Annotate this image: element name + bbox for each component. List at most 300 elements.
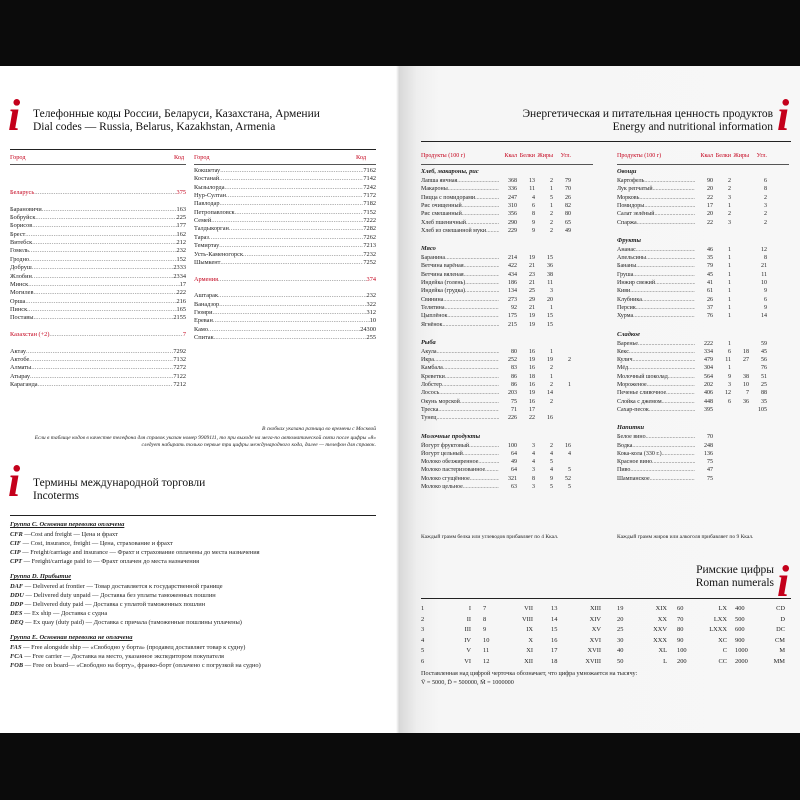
nutrition-value: 2 xyxy=(568,357,571,364)
nutrition-value xyxy=(731,364,749,373)
nutrition-row xyxy=(421,398,571,407)
roman-number: I xyxy=(468,605,471,612)
dial-row xyxy=(10,348,186,356)
product-name: Кулич ..... xyxy=(617,356,695,365)
nutrition-value: 1 xyxy=(728,280,731,286)
nutrition-value: 5 xyxy=(568,484,571,490)
product-name: Груша ..... xyxy=(617,271,695,280)
col-city-label: Город xyxy=(194,154,210,161)
dial-code: 374 xyxy=(366,275,376,283)
product-name: Камбала ..... xyxy=(421,364,499,373)
incoterm-code: CFR xyxy=(10,531,23,538)
product-name: Клубника ..... xyxy=(617,296,695,305)
product-name: Морковь ..... xyxy=(617,194,695,203)
nutrition-value: 175 xyxy=(508,313,517,320)
roman-number: XV xyxy=(591,626,601,633)
header-cell: Продукты (100 г) xyxy=(421,153,466,159)
product-name: Картофель ..... xyxy=(617,177,695,186)
roman-row xyxy=(735,657,785,668)
nutrition-value: 18 xyxy=(743,348,749,355)
city-name: Шымкент xyxy=(194,258,221,266)
dial-code: 2155 xyxy=(173,314,186,322)
dot-leader xyxy=(226,192,363,200)
nutrition-value: 63 xyxy=(511,484,517,490)
product-name: Мёд ..... xyxy=(617,364,695,373)
nutrition-value: 11 xyxy=(761,271,767,278)
nutrition-value: 80 xyxy=(511,348,517,355)
dial-row xyxy=(194,209,376,217)
nutrition-value: 4 xyxy=(532,194,535,201)
product-name: Шампанское ..... xyxy=(617,475,695,484)
nutrition-row xyxy=(617,210,767,219)
nutrition-value: 310 xyxy=(508,202,517,209)
nutrition-value: 2 xyxy=(550,398,553,405)
product-name: Ягнёнок ..... xyxy=(421,321,499,330)
nutrition-row xyxy=(421,475,571,484)
nutrition-value: 14 xyxy=(761,313,767,320)
nutrition-value: 16 xyxy=(529,398,535,405)
nutrition-value: 13 xyxy=(529,178,535,184)
nutrition-row xyxy=(421,210,571,219)
nutrition-row xyxy=(617,381,767,390)
roman-number: II xyxy=(466,615,471,623)
product-name: Тунец ..... xyxy=(421,414,499,423)
nutrition-value: 19 xyxy=(547,357,553,364)
roman-row xyxy=(421,657,471,668)
nutrition-row xyxy=(617,442,767,451)
dot-leader xyxy=(33,314,173,322)
dial-row xyxy=(194,334,376,342)
dial-row xyxy=(194,292,376,300)
dial-rule xyxy=(10,149,376,150)
dial-code: 162 xyxy=(176,230,186,238)
nutrition-value: 3 xyxy=(532,467,535,474)
arabic-number: 30 xyxy=(617,636,624,644)
arabic-number: 500 xyxy=(735,615,745,623)
arabic-number: 13 xyxy=(551,605,558,612)
product-name: Кока-кола (330 г.) ..... xyxy=(617,450,695,459)
roman-number: IX xyxy=(526,626,533,633)
dial-code: 7132 xyxy=(173,356,186,363)
nutrition-header-rule xyxy=(421,164,593,165)
nutrition-row xyxy=(421,458,571,467)
nutrition-value: 2 xyxy=(764,219,767,226)
nutrition-value xyxy=(553,304,571,313)
dial-code: 222 xyxy=(176,289,186,297)
product-name: Макароны ..... xyxy=(421,185,499,194)
nutrition-value: 38 xyxy=(743,373,749,380)
nutrition-value: 1 xyxy=(728,296,731,303)
roman-row xyxy=(421,625,471,636)
incoterm-code: CIF xyxy=(10,540,22,547)
nutrition-value: 334 xyxy=(704,348,713,355)
nutrition-value: 2 xyxy=(550,227,553,234)
nutrition-value: 3 xyxy=(532,442,535,449)
nutrition-value: 304 xyxy=(704,365,713,372)
dial-code: 7182 xyxy=(363,200,376,208)
nutrition-column-header xyxy=(421,152,571,161)
nutrition-value: 79 xyxy=(565,178,571,184)
nutrition-value: 35 xyxy=(707,255,713,262)
nutrition-value xyxy=(731,304,749,313)
dial-code: 7282 xyxy=(363,225,376,233)
city-name: Беларусь xyxy=(10,189,35,196)
nutrition-value: 290 xyxy=(508,219,517,226)
nutrition-row xyxy=(617,389,767,398)
city-name: Кызылорда xyxy=(194,183,225,191)
roman-row xyxy=(483,615,533,626)
nutrition-value: 9 xyxy=(532,227,535,234)
inco-title-en: Incoterms xyxy=(33,490,79,502)
nutrition-value: 26 xyxy=(707,296,713,303)
roman-row xyxy=(551,657,601,668)
nutrition-value xyxy=(713,475,731,484)
nutrition-row xyxy=(617,466,767,475)
arabic-number: 40 xyxy=(617,647,624,654)
nutrition-value: 336 xyxy=(508,186,517,193)
nutrition-value: 11 xyxy=(529,186,535,193)
incoterm-code: CPT xyxy=(10,558,23,565)
nutrition-value: 203 xyxy=(508,390,517,397)
header-cell: Угл. xyxy=(560,153,571,159)
dial-row xyxy=(194,175,376,183)
nutrition-value: 88 xyxy=(761,390,767,397)
nutrition-value: 70 xyxy=(707,434,713,441)
product-name: Баранина ..... xyxy=(421,254,499,263)
nutrition-value: 37 xyxy=(707,304,713,311)
nutrition-row xyxy=(617,177,767,186)
dial-code: 2333 xyxy=(173,264,186,272)
nutrition-note-2: Каждый грамм жиров или алкоголя прибавляет по 9 Ккал. xyxy=(617,534,754,540)
nutrition-value: 9 xyxy=(764,288,767,295)
dial-code: 7252 xyxy=(363,258,376,266)
nutrition-value: 19 xyxy=(529,313,535,320)
roman-number: C xyxy=(722,647,727,654)
roman-number: XL xyxy=(658,647,667,654)
roman-number: DC xyxy=(776,626,785,633)
incoterm-item xyxy=(10,644,245,651)
nutrition-row xyxy=(421,202,571,211)
roman-number: VIII xyxy=(522,615,533,623)
dial-code: 7 xyxy=(182,330,186,338)
product-name: Лосось ..... xyxy=(421,389,499,398)
incoterm-description: — Freight/carriage and insurance — Фрахт и страхование оплачены до места назначения xyxy=(20,549,260,556)
nutrition-value: 214 xyxy=(508,255,517,262)
nutrition-value xyxy=(553,262,571,271)
nutrition-value: 4 xyxy=(550,467,553,474)
product-name: Апельсины ..... xyxy=(617,254,695,263)
nutrition-value: 9 xyxy=(728,373,731,380)
nutrition-value: 215 xyxy=(508,321,517,328)
city-name: Минск xyxy=(10,280,29,288)
dial-row xyxy=(10,381,186,389)
arabic-number: 25 xyxy=(617,626,624,633)
city-name: Камо xyxy=(194,325,209,333)
roman-number: X xyxy=(528,636,533,644)
nutrition-value: 100 xyxy=(508,442,517,449)
nutrition-value xyxy=(553,296,571,305)
nutrition-value xyxy=(731,406,749,415)
nutrition-row xyxy=(617,340,767,349)
nutrition-value: 52 xyxy=(565,475,571,482)
product-name: Персик ..... xyxy=(617,304,695,313)
product-name: Ветчина варёная ..... xyxy=(421,262,499,271)
incoterm-item xyxy=(10,592,216,599)
dial-code: 7292 xyxy=(173,347,186,355)
roman-number: XIII xyxy=(590,605,601,612)
city-name: Ереван xyxy=(194,317,213,325)
dial-row xyxy=(10,298,186,306)
dial-row xyxy=(194,326,376,334)
nutrition-value: 79 xyxy=(707,263,713,270)
nutrition-value xyxy=(731,202,749,211)
nutrition-rule xyxy=(421,141,791,142)
dial-code: 7172 xyxy=(363,192,376,200)
dot-leader xyxy=(35,214,176,222)
roman-number: L xyxy=(663,657,667,665)
city-name: Тараз xyxy=(194,233,209,241)
nutrition-value xyxy=(535,406,553,415)
product-name: Креветки ..... xyxy=(421,373,499,382)
nutrition-row xyxy=(421,254,571,263)
arabic-number: 14 xyxy=(551,615,558,623)
nutrition-value: 45 xyxy=(707,271,713,278)
incoterm-description: — Free alongside ship — «Свободно у борта» (продавец доставляет товар к судну) xyxy=(21,644,246,651)
roman-row xyxy=(617,615,667,626)
nutrition-column-header xyxy=(617,152,767,161)
roman-title-en: Roman numerals xyxy=(695,577,774,589)
dot-leader xyxy=(31,364,173,372)
header-cell: Ккал xyxy=(700,153,713,159)
city-name: Добруш xyxy=(10,264,32,272)
dot-leader xyxy=(219,175,363,183)
dial-note-1: В скобках указана разница во времени с Москвой xyxy=(261,426,376,432)
col-city-label: Город xyxy=(10,154,26,161)
nutrition-value xyxy=(553,271,571,280)
arabic-number: 600 xyxy=(735,626,745,633)
nutrition-value: 226 xyxy=(508,415,517,422)
nutrition-value: 1 xyxy=(550,202,553,209)
nutrition-value xyxy=(731,296,749,305)
arabic-number: 200 xyxy=(677,657,687,665)
incoterm-code: DEQ xyxy=(10,619,24,626)
nutrition-row xyxy=(421,414,571,423)
city-name: Поставы xyxy=(10,314,34,322)
incoterm-description: — Ex quay (duty paid) — Доставка с причала (таможенные пошлины уплачены) xyxy=(23,619,242,626)
nutrition-value xyxy=(731,185,749,194)
dot-leader xyxy=(220,167,363,175)
nutrition-value: 1 xyxy=(568,382,571,388)
nutrition-note-1: Каждый грамм белка или углеводов прибавляет по 4 Ккал. xyxy=(421,534,559,540)
incoterms-group-title: Группа Е. Основная перевозка не оплачена xyxy=(10,634,133,641)
incoterms-group-title: Группа С. Основная перевозка оплачена xyxy=(10,521,125,528)
nutrition-value: 25 xyxy=(761,382,767,388)
nutrition-value xyxy=(749,458,767,467)
roman-number: IV xyxy=(464,636,471,644)
roman-row xyxy=(677,646,727,657)
nutrition-value: 2 xyxy=(728,186,731,193)
product-name: Бананы ..... xyxy=(617,262,695,271)
right-page xyxy=(399,66,800,733)
dial-rule xyxy=(10,164,186,165)
nutrition-value: 36 xyxy=(743,398,749,405)
dot-leader xyxy=(225,184,364,192)
city-name: Нур-Султан xyxy=(194,192,226,200)
arabic-number: 70 xyxy=(677,615,684,623)
nutrition-value: 448 xyxy=(704,398,713,405)
nutrition-value xyxy=(713,450,731,459)
dial-row xyxy=(194,276,376,284)
arabic-number: 19 xyxy=(617,605,624,612)
col-code-label: Код xyxy=(356,154,367,161)
nutrition-value: 6 xyxy=(532,202,535,209)
dial-row xyxy=(194,242,376,250)
dial-row xyxy=(10,239,186,247)
nutrition-value xyxy=(731,210,749,219)
city-name: Витебск xyxy=(10,239,33,247)
nutrition-value: 2 xyxy=(764,194,767,201)
dot-leader xyxy=(25,298,176,306)
product-name: Индейка (грудка) ..... xyxy=(421,287,499,296)
roman-row xyxy=(677,615,727,626)
nutrition-value: 136 xyxy=(704,450,713,457)
arabic-number: 90 xyxy=(677,636,684,644)
nutrition-value: 4 xyxy=(550,450,553,457)
arabic-number: 6 xyxy=(421,657,425,665)
nutrition-value xyxy=(553,312,571,321)
dial-code: 7242 xyxy=(363,183,376,191)
nutrition-value: 21 xyxy=(529,304,535,311)
nutrition-value: 16 xyxy=(547,415,553,422)
header-cell: Жиры xyxy=(733,153,749,159)
nutrition-value: 23 xyxy=(529,271,535,278)
bottom-black-band xyxy=(0,733,800,800)
roman-row xyxy=(617,646,667,657)
nutrition-value: 49 xyxy=(511,459,517,466)
product-name: Икра ..... xyxy=(421,356,499,365)
nutrition-row xyxy=(421,271,571,280)
arabic-number: 11 xyxy=(483,647,490,654)
dot-leader xyxy=(38,381,174,389)
product-name: Молоко обезжиренное ..... xyxy=(421,458,499,467)
nutrition-value: 2 xyxy=(550,365,553,372)
roman-number: LXXX xyxy=(709,626,727,633)
nutrition-value: 38 xyxy=(547,271,553,278)
nutrition-row xyxy=(617,312,767,321)
city-name: Пинск xyxy=(10,305,28,313)
nutrition-value: 76 xyxy=(707,313,713,320)
roman-row xyxy=(551,625,601,636)
incoterm-item xyxy=(10,558,199,565)
dial-row xyxy=(10,373,186,381)
nutrition-value: 15 xyxy=(547,255,553,262)
product-name: Йогурт фруктовый ..... xyxy=(421,442,499,451)
product-name: Лобстер ..... xyxy=(421,381,499,390)
dial-row xyxy=(10,231,186,239)
nutrition-value: 25 xyxy=(529,288,535,295)
nutrition-row xyxy=(421,321,571,330)
dial-row xyxy=(10,214,186,222)
nutrition-value: 65 xyxy=(565,219,571,226)
product-name: Кекс ..... xyxy=(617,348,695,357)
dial-code: 177 xyxy=(176,222,186,230)
nutrition-value: 83 xyxy=(511,365,517,372)
dial-code: 152 xyxy=(176,255,186,263)
product-name: Варенье ..... xyxy=(617,340,695,349)
nutrition-value: 9 xyxy=(764,304,767,311)
nutrition-value: 17 xyxy=(707,202,713,209)
info-i-icon: i xyxy=(8,91,21,140)
roman-number: XIX xyxy=(655,605,667,612)
nutrition-value: 7 xyxy=(746,390,749,397)
nutrition-value xyxy=(731,458,749,467)
product-name: Красное вино ..... xyxy=(617,458,695,467)
nutrition-value: 3 xyxy=(728,382,731,388)
nutrition-value: 36 xyxy=(547,263,553,270)
incoterm-code: DDP xyxy=(10,601,24,608)
roman-number: XC xyxy=(718,636,727,644)
roman-row xyxy=(421,604,471,615)
dial-row xyxy=(194,259,376,267)
nutrition-value: 1 xyxy=(550,373,553,380)
roman-number: XXV xyxy=(653,626,667,633)
dial-row xyxy=(10,256,186,264)
dial-code: 7232 xyxy=(363,250,376,258)
dial-code: 17 xyxy=(179,280,186,288)
nutrition-row xyxy=(421,348,571,357)
nutrition-value xyxy=(731,271,749,280)
dot-leader xyxy=(33,289,176,297)
roman-row xyxy=(617,625,667,636)
roman-number: D xyxy=(780,615,785,623)
arabic-number: 5 xyxy=(421,647,425,654)
dial-code: 163 xyxy=(176,205,186,213)
dot-leader xyxy=(243,251,363,259)
dial-code: 24300 xyxy=(360,325,376,333)
incoterm-description: — Delivered duty paid — Доставка с уплатой таможенных пошлин xyxy=(23,601,206,608)
nutrition-category-title: Хлеб, макароны, рис xyxy=(421,168,479,175)
roman-note-1: Поставленная над цифрой черточка обозначает, что цифра умножается на тысячу: xyxy=(421,670,638,677)
dial-row xyxy=(10,206,186,214)
product-name: Белое вино ..... xyxy=(617,433,695,442)
nutrition-value: 434 xyxy=(508,271,517,278)
city-name: Гродно xyxy=(10,255,30,263)
dial-title-ru: Телефонные коды России, Беларуси, Казахстана, Армении xyxy=(33,108,320,120)
dial-code: 255 xyxy=(366,334,376,341)
nutrition-value: 35 xyxy=(761,398,767,405)
dial-code: 232 xyxy=(366,292,376,300)
roman-number: M xyxy=(779,647,785,654)
nutrition-value: 1 xyxy=(728,263,731,270)
nutrition-value: 8 xyxy=(764,186,767,193)
nutrition-value: 5 xyxy=(550,194,553,201)
nutrition-value: 19 xyxy=(529,390,535,397)
incoterm-description: — Free carrier — Доставка на место, указанное экспедитором покупателя xyxy=(22,653,224,660)
product-name: Индейка (голень) ..... xyxy=(421,279,499,288)
city-name: Гомель xyxy=(10,247,29,255)
roman-number: VII xyxy=(524,605,533,612)
nutrition-value: 8 xyxy=(764,255,767,262)
nutrition-value: 11 xyxy=(547,280,553,286)
nutrition-row xyxy=(617,475,767,484)
arabic-number: 100 xyxy=(677,647,687,654)
nutrition-value: 70 xyxy=(565,186,571,193)
nutrition-value: 2 xyxy=(728,178,731,184)
dot-leader xyxy=(29,247,177,255)
roman-row xyxy=(677,625,727,636)
nutrition-value: 21 xyxy=(529,280,535,286)
dot-leader xyxy=(29,256,176,264)
